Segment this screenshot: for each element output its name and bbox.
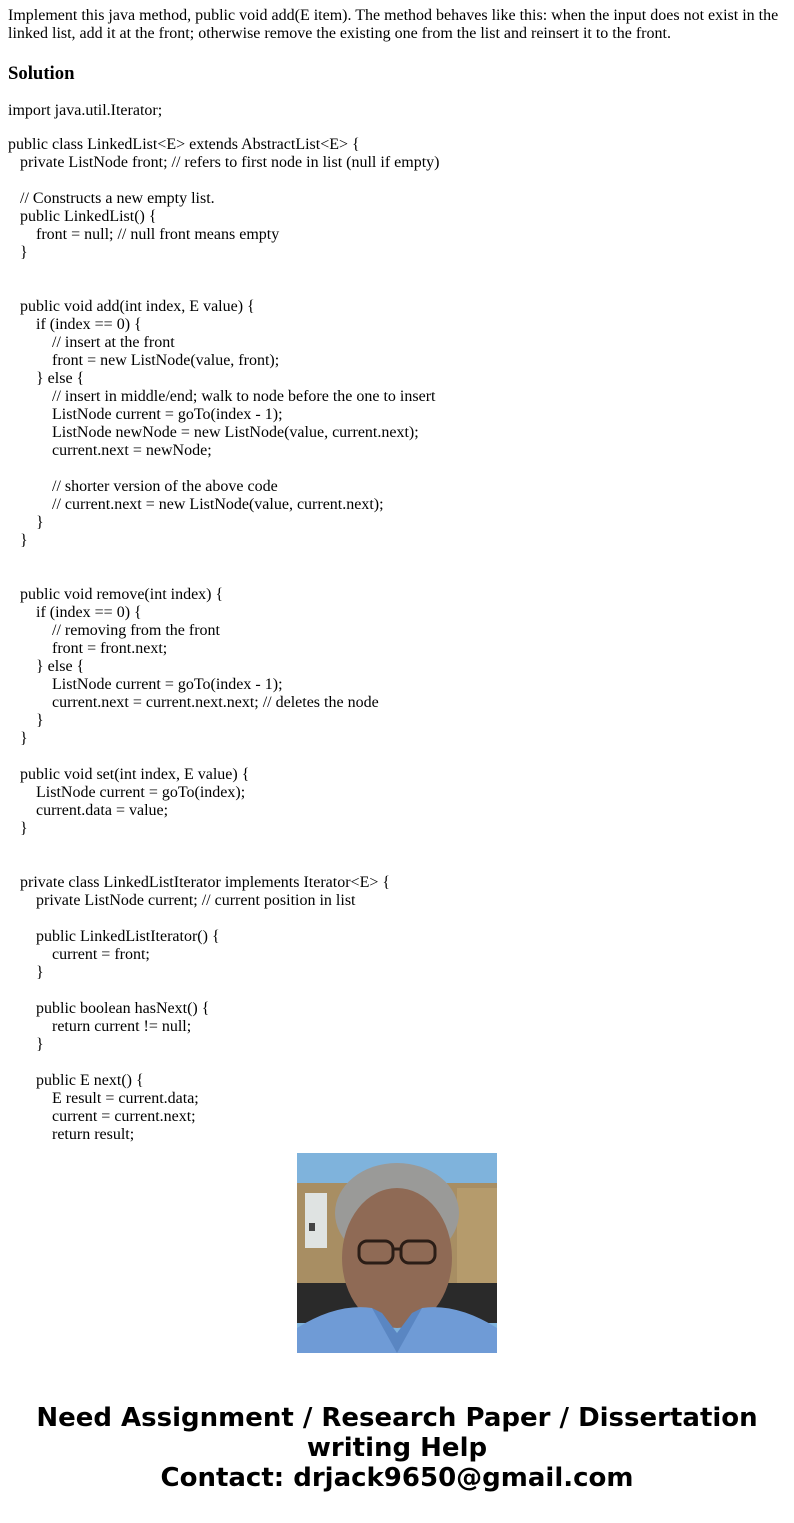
code-line: front = front.next;	[52, 640, 168, 657]
code-line	[8, 1054, 788, 1072]
code-line	[8, 550, 788, 568]
code-line	[8, 748, 788, 766]
code-line: private class LinkedListIterator implements Iterator<E> {	[20, 874, 391, 891]
code-line: } else {	[36, 370, 85, 387]
code-block	[8, 102, 788, 1143]
code-line: }	[20, 244, 28, 261]
code-line: }	[36, 964, 44, 981]
portrait-image	[297, 1153, 497, 1353]
code-line	[8, 262, 788, 280]
code-line	[8, 172, 788, 190]
code-line: // insert in middle/end; walk to node before the one to insert	[52, 388, 436, 405]
code-line: if (index == 0) {	[36, 316, 142, 333]
code-line	[8, 856, 788, 874]
code-line: }	[36, 514, 44, 531]
code-line	[8, 838, 788, 856]
tutor-photo	[297, 1153, 497, 1353]
code-line: E result = current.data;	[52, 1090, 199, 1107]
code-line: } else {	[36, 658, 85, 675]
promo-line-1: Need Assignment / Research Paper / Dissertation	[36, 1403, 758, 1433]
promo-line-2: writing Help	[306, 1433, 488, 1463]
code-line	[8, 982, 788, 1000]
question-text: Implement this java method, public void add(E item). The method behaves like this: when the input does not exist in the linked list, add it at the front; otherwise remove the existing one from the list and reinsert it to the front.	[8, 7, 779, 42]
code-line	[8, 280, 788, 298]
code-line: }	[20, 820, 28, 837]
code-line: current.next = current.next.next; // deletes the node	[52, 694, 379, 711]
code-line: }	[20, 730, 28, 747]
code-line: current.data = value;	[36, 802, 169, 819]
code-line: // current.next = new ListNode(value, current.next);	[52, 496, 384, 513]
code-line: private ListNode front; // refers to first node in list (null if empty)	[20, 154, 440, 171]
code-line	[8, 568, 788, 586]
code-line: }	[36, 1036, 44, 1053]
code-line: current = front;	[52, 946, 150, 963]
code-line: if (index == 0) {	[36, 604, 142, 621]
promo-contact: Contact: drjack9650@gmail.com	[160, 1463, 634, 1493]
code-line: // Constructs a new empty list.	[20, 190, 215, 207]
code-line: current.next = newNode;	[52, 442, 212, 459]
code-line: return result;	[52, 1126, 135, 1143]
code-line: public class LinkedList<E> extends AbstractList<E> {	[8, 136, 360, 153]
code-line: return current != null;	[52, 1018, 192, 1035]
code-line: }	[20, 532, 28, 549]
code-line: public void set(int index, E value) {	[20, 766, 250, 783]
code-line: current = current.next;	[52, 1108, 196, 1125]
code-line: public void add(int index, E value) {	[20, 298, 255, 315]
code-line: ListNode current = goTo(index - 1);	[52, 676, 283, 693]
code-body	[8, 136, 788, 1144]
code-line: public LinkedListIterator() {	[36, 928, 220, 945]
code-line: ListNode newNode = new ListNode(value, current.next);	[52, 424, 419, 441]
solution-heading: Solution	[8, 63, 75, 84]
code-line: front = new ListNode(value, front);	[52, 352, 280, 369]
code-line: front = null; // null front means empty	[36, 226, 280, 243]
code-line: public void remove(int index) {	[20, 586, 224, 603]
code-line: // insert at the front	[52, 334, 175, 351]
code-line: public LinkedList() {	[20, 208, 157, 225]
code-line: ListNode current = goTo(index);	[36, 784, 246, 801]
code-line: // removing from the front	[52, 622, 220, 639]
code-line	[8, 910, 788, 928]
code-line: private ListNode current; // current position in list	[36, 892, 356, 909]
code-line: // shorter version of the above code	[52, 478, 278, 495]
code-line	[8, 460, 788, 478]
code-line: public E next() {	[36, 1072, 144, 1089]
code-line: }	[36, 712, 44, 729]
code-line: ListNode current = goTo(index - 1);	[52, 406, 283, 423]
code-import-line: import java.util.Iterator;	[8, 102, 163, 119]
code-line: public boolean hasNext() {	[36, 1000, 210, 1017]
promo-banner	[0, 1403, 794, 1493]
